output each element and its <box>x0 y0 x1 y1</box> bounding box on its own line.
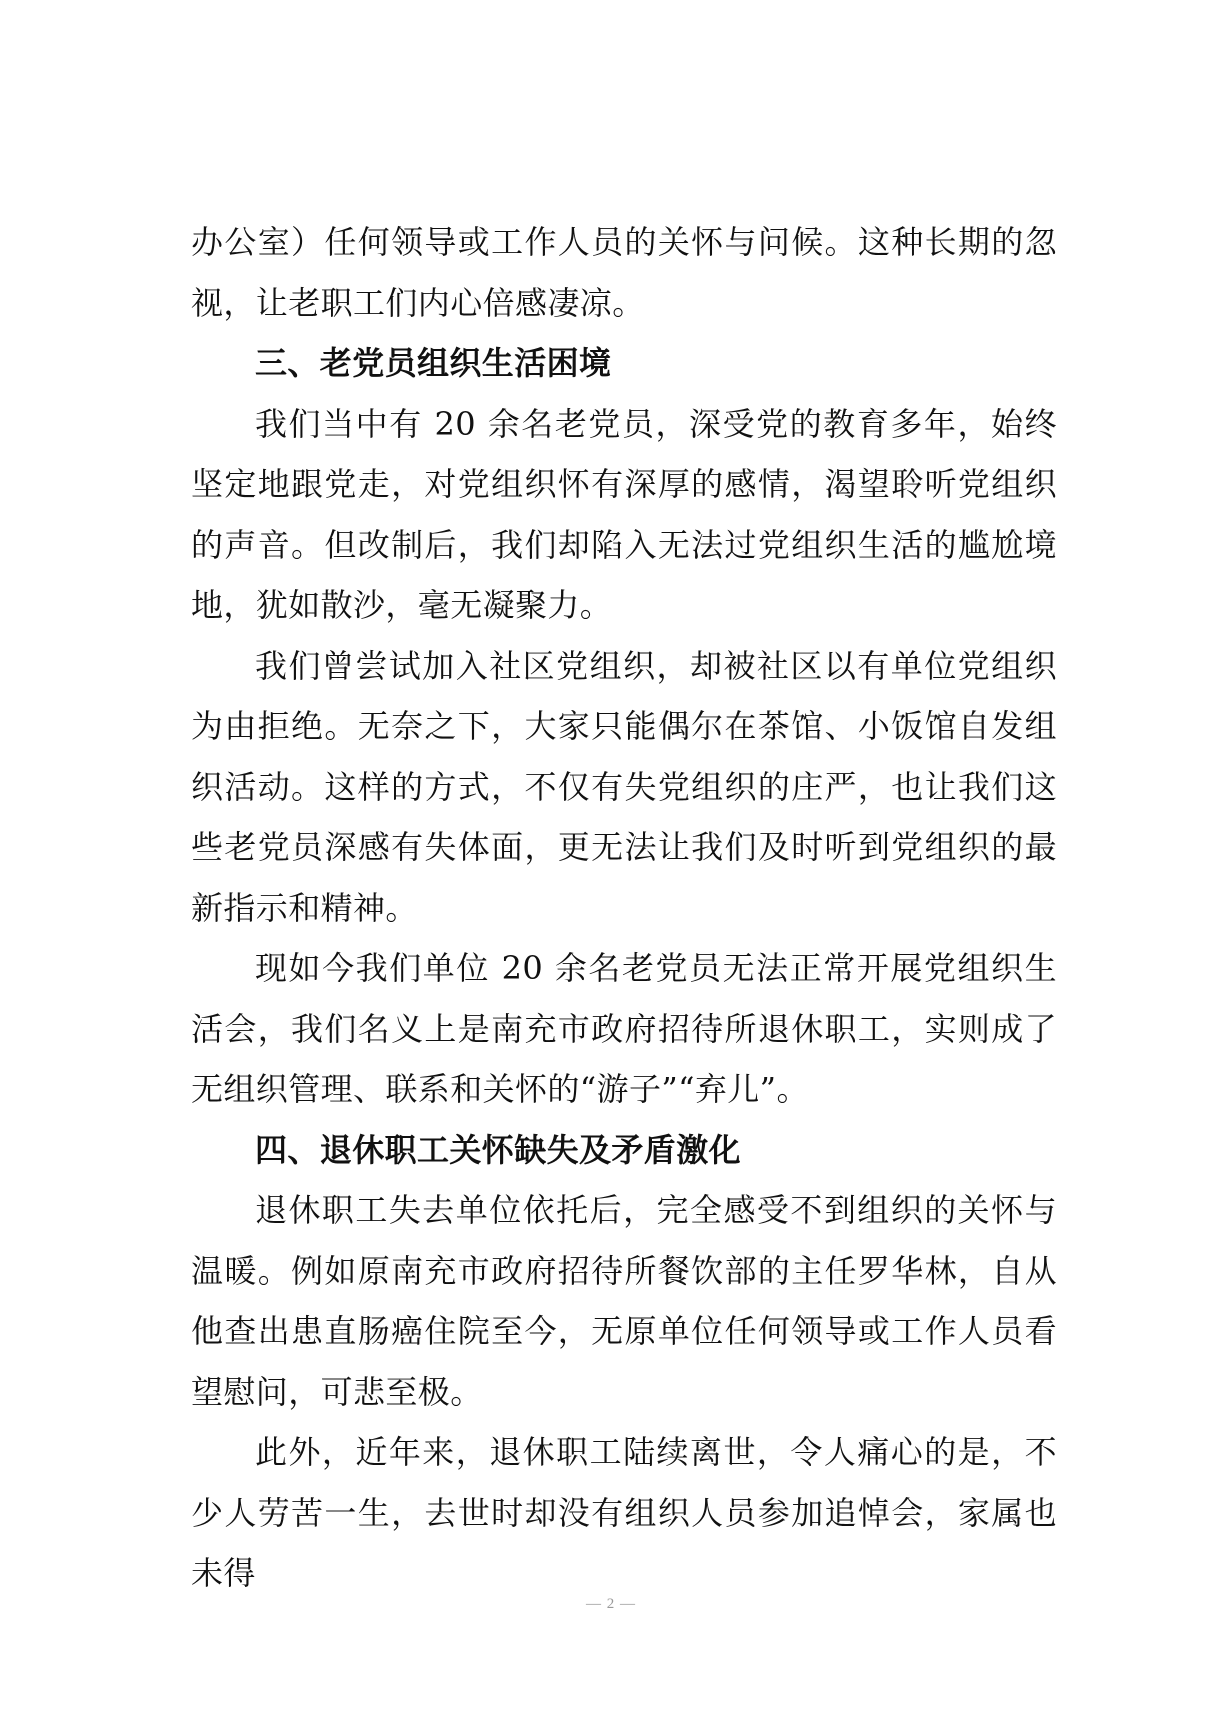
paragraph: 退休职工失去单位依托后，完全感受不到组织的关怀与温暖。例如原南充市政府招待所餐饮部的主任罗华林，自从他查出患直肠癌住院至今，无原单位任何领导或工作人员看望慰问，可悲至极。 <box>191 1191 1057 1411</box>
paragraph: 现如今我们单位 20 余名老党员无法正常开展党组织生活会，我们名义上是南充市政府招待所退休职工，实则成了无组织管理、联系和关怀的“游子”“弃儿”。 <box>191 949 1057 1108</box>
paragraph: 我们曾尝试加入社区党组织，却被社区以有单位党组织为由拒绝。无奈之下，大家只能偶尔在茶馆、小饭馆自发组织活动。这样的方式，不仅有失党组织的庄严，也让我们这些老党员深感有失体面，更无法让我们及时听到党组织的最新指示和精神。 <box>191 646 1057 927</box>
paragraph: 此外，近年来，退休职工陆续离世，令人痛心的是，不少人劳苦一生，去世时却没有组织人员参加追悼会，家属也未得 <box>191 1433 1057 1592</box>
section-heading-3: 三、老党员组织生活困境 <box>255 344 612 382</box>
document-body <box>191 212 1057 1604</box>
section-heading-4: 四、退休职工关怀缺失及矛盾激化 <box>255 1130 742 1169</box>
page-number: — 2 — <box>586 1596 636 1612</box>
paragraph: 我们当中有 20 余名老党员，深受党的教育多年，始终坚定地跟党走，对党组织怀有深厚的感情，渴望聆听党组织的声音。但改制后，我们却陷入无法过党组织生活的尴尬境地，犹如散沙，毫无凝聚力。 <box>191 404 1057 624</box>
paragraph-continuation: 办公室）任何领导或工作人员的关怀与问候。这种长期的忽视，让老职工们内心倍感凄凉。 <box>191 223 1057 322</box>
